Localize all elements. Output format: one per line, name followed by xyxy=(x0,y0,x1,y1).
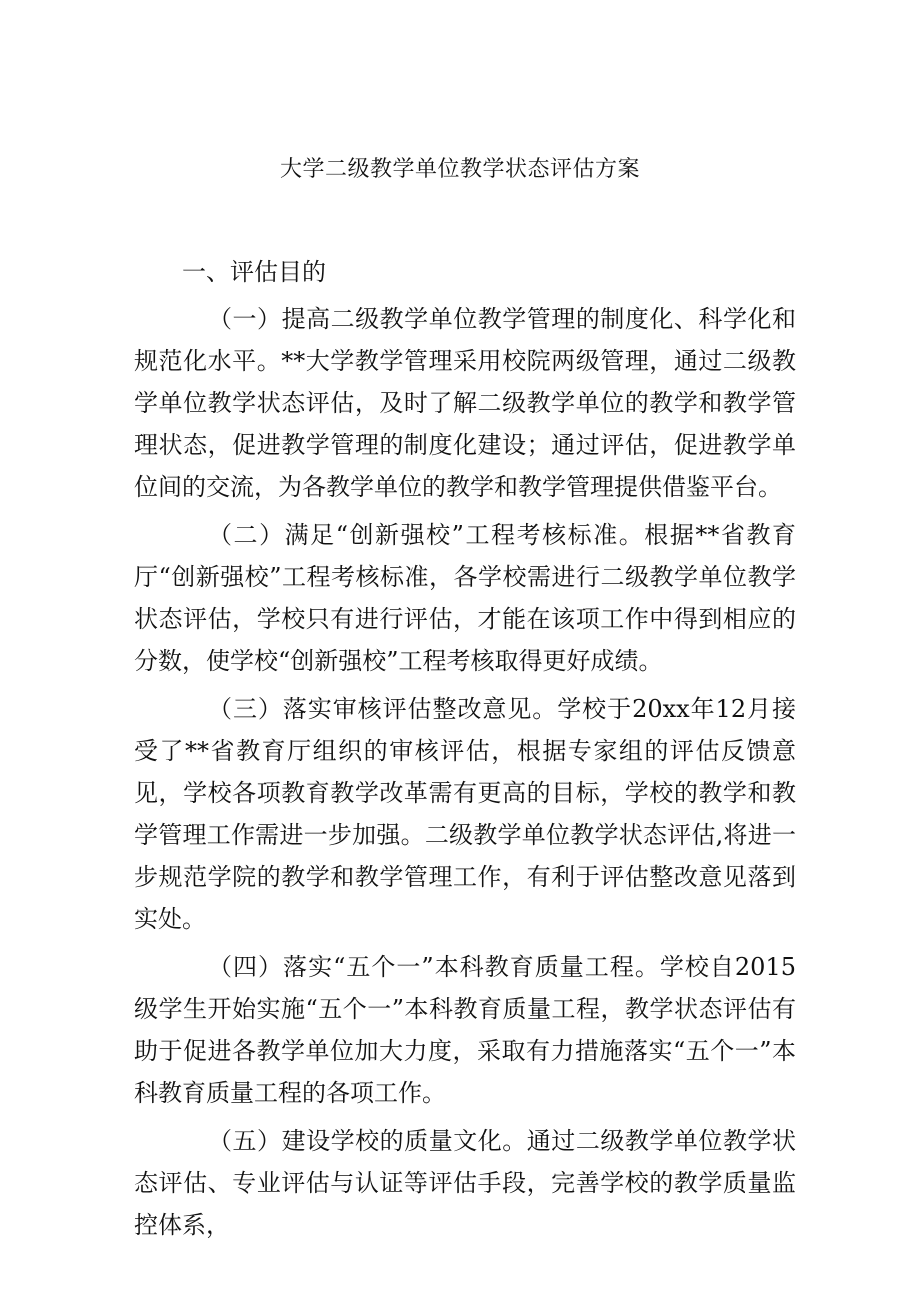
document-title: 大学二级教学单位教学状态评估方案 xyxy=(279,157,640,182)
paragraph-4: （四）落实“五个一”本科教育质量工程。学校自2015级学生开始实施“五个一”本科教育质量工程，教学状态评估有助于促进各教学单位加大力度，采取有力措施落实“五个一”本科教育质量工程的各项工作。 xyxy=(134,953,796,1107)
section-heading: 一、评估目的 xyxy=(182,258,326,286)
paragraph-3: （三）落实审核评估整改意见。学校于20xx年12月接受了**省教育厅组织的审核评估，根据专家组的评估反馈意见，学校各项教育教学改革需有更高的目标，学校的教学和教学管理工作需进一步加强。二级教学单位教学状态评估,将进一步规范学院的教学和教学管理工作，有利于评估整改意见落到实处。 xyxy=(134,695,796,933)
paragraph-5: （五）建设学校的质量文化。通过二级教学单位教学状态评估、专业评估与认证等评估手段，完善学校的教学质量监控体系， xyxy=(134,1127,796,1239)
paragraph-1: （一）提高二级教学单位教学管理的制度化、科学化和规范化水平。**大学教学管理采用校院两级管理，通过二级教学单位教学状态评估，及时了解二级教学单位的教学和教学管理状态，促进教学管理的制度化建设；通过评估，促进教学单位间的交流，为各教学单位的教学和教学管理提供借鉴平台。 xyxy=(134,305,796,501)
document-body xyxy=(134,252,796,1246)
paragraph-2: （二）满足“创新强校”工程考核标准。根据**省教育厅“创新强校”工程考核标准，各学校需进行二级教学单位教学状态评估，学校只有进行评估，才能在该项工作中得到相应的分数，使学校“创新强校”工程考核取得更好成绩。 xyxy=(134,521,796,675)
